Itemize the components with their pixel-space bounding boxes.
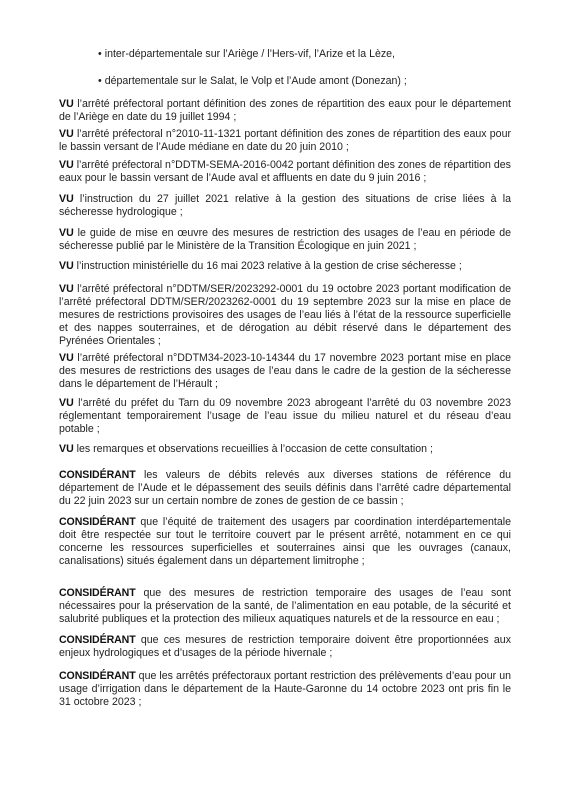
bullet-text: inter-départementale sur l’Ariège / l’Hers-vif, l’Arize et la Lèze, [104, 48, 395, 60]
paragraph-vu-aude-aval [59, 159, 511, 185]
paragraph-keyword: VU [59, 98, 74, 110]
paragraph-vu-pyrenees-orientales [59, 283, 511, 348]
paragraph-text: que des mesures de restriction temporaire des usages de l’eau sont nécessaires pour la préservation de la santé, de l’alimentation en eau potable, de la sécurité et salubrité publiques et la protection des milieux aquatiques naturels et de la ressource en eau ; [59, 587, 511, 625]
paragraph-vu-tarn [59, 397, 511, 436]
paragraph-keyword: VU [59, 159, 74, 171]
paragraph-text: l’instruction ministérielle du 16 mai 2023 relative à la gestion de crise sécheresse ; [76, 260, 462, 272]
paragraph-keyword: CONSIDÉRANT [59, 587, 136, 599]
paragraph-keyword: VU [59, 227, 74, 239]
paragraph-text: l’arrêté du préfet du Tarn du 09 novembre 2023 abrogeant l’arrêté du 03 novembre 2023 réglementant temporairement l’usage de l’eau issue du milieu naturel et du réseau d’eau potable ; [59, 397, 511, 435]
paragraph-considerant-restriction [59, 587, 511, 626]
paragraph-keyword: VU [59, 128, 74, 140]
paragraph-keyword: CONSIDÉRANT [59, 516, 136, 528]
paragraph-keyword: VU [59, 193, 74, 205]
paragraph-vu-consultation [59, 443, 511, 456]
paragraph-keyword: VU [59, 260, 74, 272]
paragraph-vu-aude-mediane [59, 128, 511, 154]
paragraph-vu-instruction-2023 [59, 260, 511, 273]
paragraph-text: que les arrêtés préfectoraux portant restriction des prélèvements d’eau pour un usage d’irrigation dans le département de la Haute-Garonne du 14 octobre 2023 ont pris fin le 31 octobre 2023 ; [59, 670, 511, 708]
paragraph-vu-guide [59, 227, 511, 253]
paragraph-text: que l’équité de traitement des usagers par coordination interdépartementale doit être respectée sur tout le territoire couvert par le présent arrêté, notamment en ce qui concerne les ressources superficielles et souterraines ainsi que les ouvrages (canaux, canalisations) situés également dans un département limitrophe ; [59, 516, 511, 567]
bullet-icon: • [98, 75, 102, 87]
paragraph-text: l’arrêté préfectoral n°DDTM-SEMA-2016-0042 portant définition des zones de répartition des eaux pour le bassin versant de l’Aude aval et affluents en date du 9 juin 2016 ; [59, 159, 511, 184]
paragraph-keyword: CONSIDÉRANT [59, 670, 136, 682]
paragraph-considerant-equite [59, 516, 511, 568]
paragraph-keyword: CONSIDÉRANT [59, 634, 136, 646]
paragraph-text: l’arrêté préfectoral n°DDTM/SER/2023292-0001 du 19 octobre 2023 portant modification de l’arrêté préfectoral DDTM/SER/2023262-0001 du 19 septembre 2023 sur la mise en place de mesures de restrictions provisoires des usages de l’eau liés à l’état de la ressource superficielle et des nappes souterraines, et de dérogation au débit réservé dans le département des Pyrénées Orientales ; [59, 283, 511, 347]
paragraph-keyword: VU [59, 397, 74, 409]
bullet-text: départementale sur le Salat, le Volp et l’Aude amont (Donezan) ; [104, 75, 407, 87]
paragraph-text: que ces mesures de restriction temporaire doivent être proportionnées aux enjeux hydrologiques et d’usages de la période hivernale ; [59, 634, 511, 659]
bullet-item-ariege [98, 48, 395, 61]
paragraph-text: le guide de mise en œuvre des mesures de restriction des usages de l’eau en période de sécheresse publié par le Ministère de la Transition Écologique en juin 2021 ; [59, 227, 511, 252]
paragraph-vu-ariege [59, 98, 511, 124]
paragraph-text: l’arrêté préfectoral n°DDTM34-2023-10-14344 du 17 novembre 2023 portant mise en place des mesures de restrictions des usages de l’eau dans le cadre de la gestion de la sécheresse dans le département de l’Hérault ; [59, 352, 512, 390]
bullet-icon: • [98, 48, 102, 60]
paragraph-text: les remarques et observations recueillies à l’occasion de cette consultation ; [76, 443, 433, 455]
paragraph-vu-instruction-2021 [59, 193, 511, 219]
bullet-item-salat [98, 75, 407, 88]
paragraph-text: l’arrêté préfectoral portant définition des zones de répartition des eaux pour le département de l’Ariège en date du 19 juillet 1994 ; [59, 98, 511, 123]
paragraph-considerant-proportionnees [59, 634, 511, 660]
paragraph-text: l’arrêté préfectoral n°2010-11-1321 portant définition des zones de répartition des eaux pour le bassin versant de l’Aude médiane en date du 20 juin 2010 ; [59, 128, 511, 153]
paragraph-considerant-debits [59, 469, 511, 508]
paragraph-keyword: VU [59, 283, 74, 295]
paragraph-considerant-haute-garonne [59, 670, 511, 709]
paragraph-vu-herault [59, 352, 511, 391]
paragraph-text: l’instruction du 27 juillet 2021 relative à la gestion des situations de crise liées à la sécheresse hydrologique ; [59, 193, 511, 218]
paragraph-keyword: VU [59, 352, 74, 364]
paragraph-text: les valeurs de débits relevés aux diverses stations de référence du département de l’Aude et le dépassement des seuils définis dans l’arrêté cadre départemental du 22 juin 2023 sur un certain nombre de zones de gestion de ce bassin ; [59, 469, 512, 507]
paragraph-keyword: CONSIDÉRANT [59, 469, 136, 481]
paragraph-keyword: VU [59, 443, 74, 455]
